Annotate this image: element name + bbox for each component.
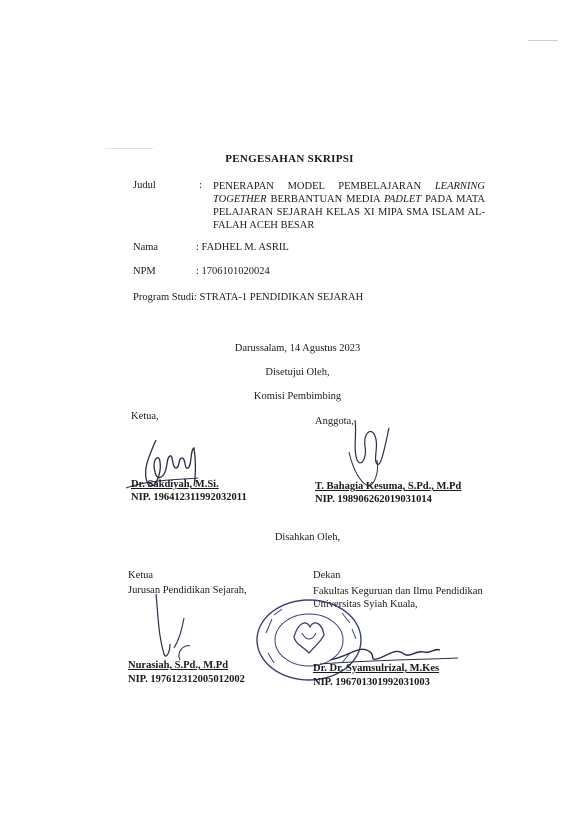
head-dept-name: Nurasiah, S.Pd., M.Pd [128, 660, 229, 671]
supervisor2-name: T. Bahagia Kesuma, S.Pd., M.Pd [315, 481, 462, 492]
supervisor2-signature [335, 412, 405, 492]
nama-value: : FADHEL M. ASRIL [196, 242, 289, 253]
head-dept-nip: NIP. 197612312005012002 [128, 674, 245, 685]
dean-role-line1: Dekan [313, 570, 341, 581]
head-dept-role-line2: Jurusan Pendidikan Sejarah, [128, 585, 247, 596]
head-dept-signature [140, 588, 210, 668]
scan-artifact-top-right [528, 40, 558, 41]
scan-artifact-left [105, 148, 153, 149]
judul-label: Judul [133, 180, 156, 191]
dean-name: Dr. Dr. Syamsulrizal, M.Kes [313, 663, 440, 674]
npm-value: : 1706101020024 [196, 266, 270, 277]
dean-role-line3: Universitas Syiah Kuala, [313, 599, 418, 610]
ratified-by: Disahkan Oleh, [274, 532, 341, 543]
head-dept-role-line1: Ketua [128, 570, 154, 581]
supervisor1-nip: NIP. 196412311992032011 [131, 492, 247, 503]
approved-by: Disetujui Oleh, [265, 367, 330, 378]
committee-label: Komisi Pembimbing [253, 391, 342, 402]
dean-role-line2: Fakultas Keguruan dan Ilmu Pendidikan [313, 586, 483, 597]
prodi-value: : STRATA-1 PENDIDIKAN SEJARAH [194, 292, 364, 303]
judul-colon: : [199, 180, 202, 191]
judul-value: PENERAPAN MODEL PEMBELAJARAN LEARNING TOGETHER BERBANTUAN MEDIA PADLET PADA MATA PELAJARAN SEJARAH KELAS XI MIPA SMA ISLAM AL-FALAH ACEH BESAR [213, 181, 485, 231]
supervisor2-nip: NIP. 198906262019031014 [315, 494, 432, 505]
place-date: Darussalam, 14 Agustus 2023 [234, 343, 361, 354]
supervisor2-role: Anggota, [315, 416, 354, 427]
nama-label: Nama [133, 242, 159, 253]
npm-label: NPM [133, 266, 156, 277]
page-title: PENGESAHAN SKRIPSI [225, 153, 354, 165]
supervisor1-role: Ketua, [131, 411, 159, 422]
supervisor1-name: Dr. Sakdiyah, M.Si. [131, 479, 219, 490]
prodi-label: Program Studi [133, 292, 194, 303]
dean-nip: NIP. 196701301992031003 [313, 677, 430, 688]
